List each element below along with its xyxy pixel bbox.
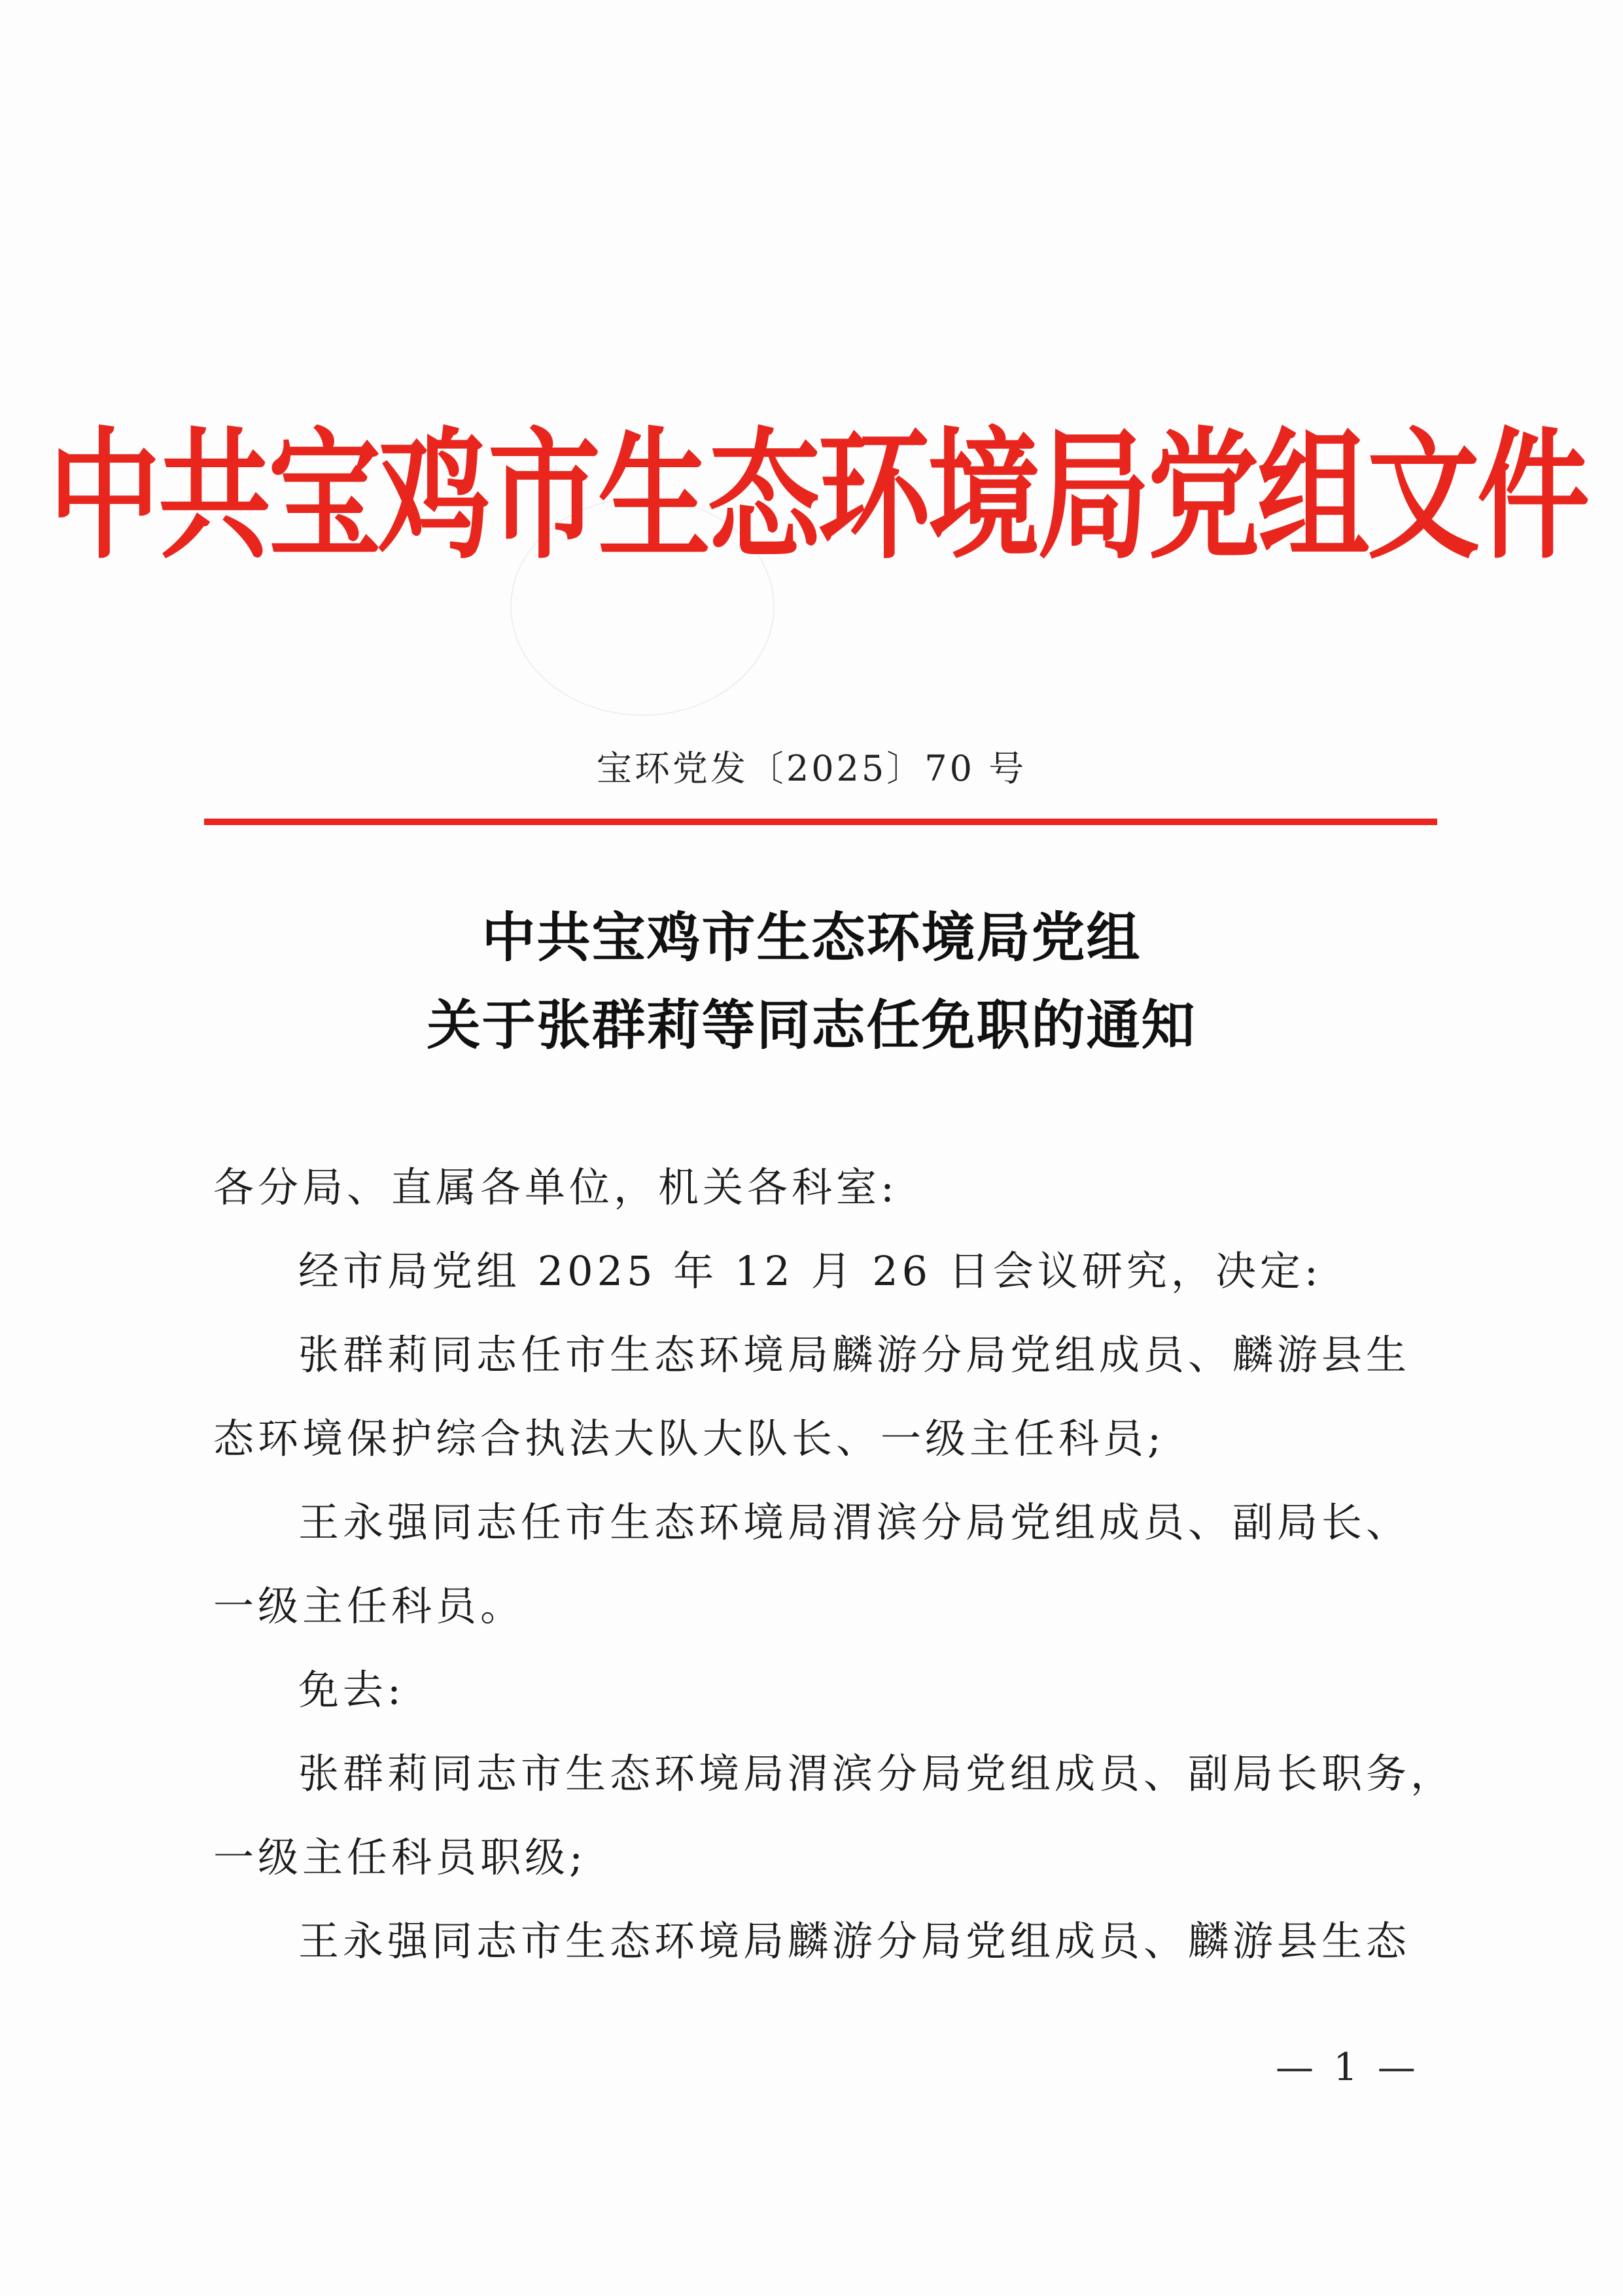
body-line: 一级主任科员职级; [213, 1833, 587, 1881]
body-line: 王永强同志任市生态环境局渭滨分局党组成员、副局长、 [298, 1498, 1411, 1546]
body-line: 张群莉同志市生态环境局渭滨分局党组成员、副局长职务， [298, 1750, 1456, 1797]
masthead-title: 中共宝鸡市生态环境局党组文件 [48, 412, 1587, 578]
notice-title-line-1: 中共宝鸡市生态环境局党组 [481, 906, 1142, 969]
body-line: 一级主任科员。 [213, 1582, 525, 1630]
document-number: 宝环党发〔2025〕70 号 [596, 748, 1027, 789]
body-line: 免去: [298, 1666, 405, 1714]
body-line: 张群莉同志任市生态环境局麟游分局党组成员、麟游县生 [298, 1331, 1411, 1379]
addressee-line: 各分局、直属各单位，机关各科室: [213, 1163, 898, 1211]
body-line: 王永强同志市生态环境局麟游分局党组成员、麟游县生态 [298, 1917, 1411, 1965]
body-line: 态环境保护综合执法大队大队长、一级主任科员; [213, 1415, 1165, 1462]
red-separator-line [204, 819, 1437, 825]
notice-title-line-2: 关于张群莉等同志任免职的通知 [427, 994, 1196, 1057]
body-line: 经市局党组 2025 年 12 月 26 日会议研究，决定: [298, 1247, 1322, 1295]
page-number: — 1 — [1276, 2045, 1420, 2089]
